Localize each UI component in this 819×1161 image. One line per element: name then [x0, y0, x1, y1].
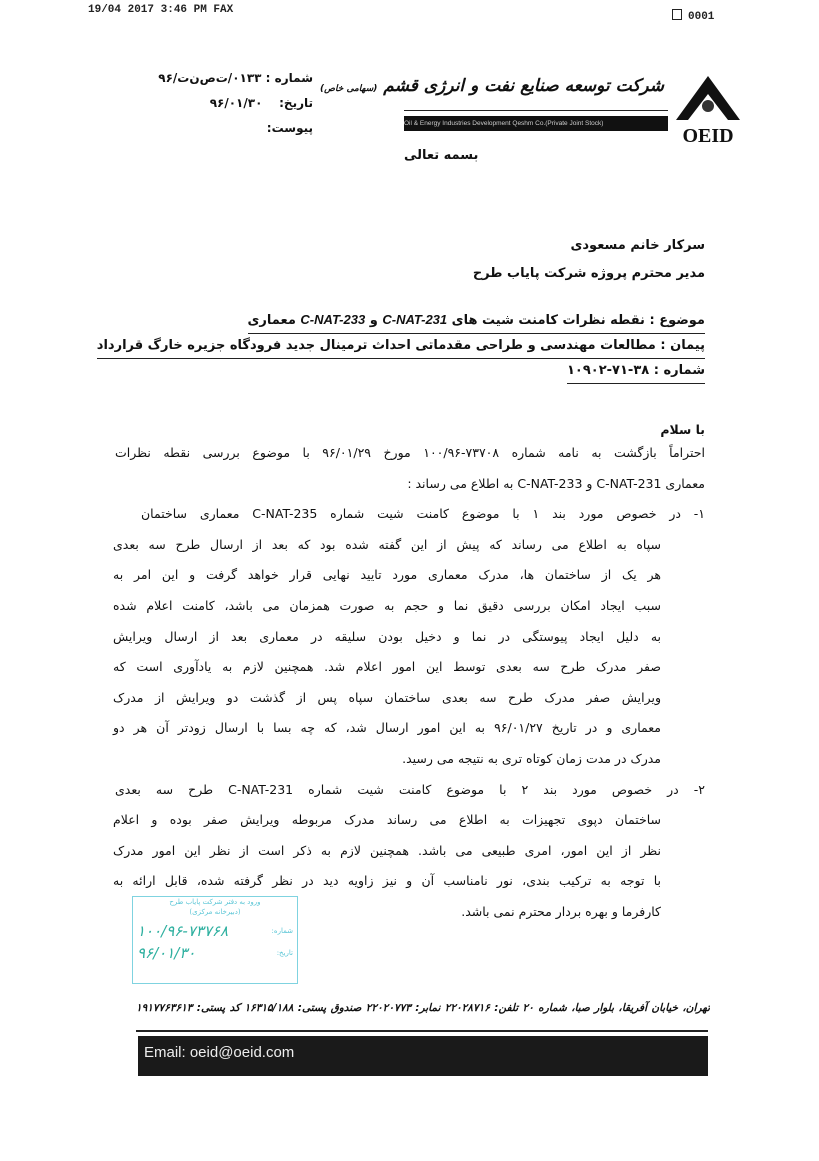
contract-number-value: ۳۸-۷۱-۱۰۹۰۲ [566, 363, 650, 378]
letterhead-rule [404, 110, 668, 111]
stamp-number-label: شماره: [271, 927, 293, 935]
body-line: سبب ایجاد امکان بررسی دقیق نما و حجم به صورت همزمان می باشد، کامنت اعلام شده [113, 598, 661, 613]
stamp-date-label: تاریخ: [276, 949, 293, 957]
contract-number-label: شماره : [653, 363, 705, 378]
body-line: ساختمان دپوی تجهیزات به اطلاع می رساند مدرک مربوطه ویرایش صفر بوده و اعلام [113, 812, 661, 827]
recipient-title: مدیر محترم پروژه شرکت پایاب طرح [472, 266, 705, 281]
body-line: ویرایش صفر مدرک طرح سه بعدی ساختمان سپاه پس از گذشت دو ویرایش از مدرک [113, 690, 661, 705]
subject-code-1: C-NAT-231 [382, 312, 448, 327]
body-line: ۲- در خصوص مورد بند ۲ با موضوع کامنت شیت شماره C-NAT-231 طرح سه بعدی [115, 782, 705, 797]
company-name-en: Oil & Energy Industries Development Qeshm Co.(Private Joint Stock) [404, 116, 668, 131]
stamp-title: ورود به دفتر شرکت پایاب طرح [169, 898, 261, 906]
attachment-label: پیوست: [266, 121, 313, 135]
subject-block [97, 308, 705, 384]
body-line: معماری C-NAT-231 و C-NAT-233 به اطلاع می رساند : [407, 476, 705, 491]
received-stamp [132, 896, 298, 984]
subject-code-2: C-NAT-233 [300, 312, 366, 327]
body-line: کارفرما و بهره بردار محترم نمی باشد. [461, 904, 661, 919]
body-line: نظر از این امور، امری طبیعی می باشد. همچنین لازم به ذکر است از نظر این امور مدرک [113, 843, 661, 858]
body-line: صفر مدرک طرح سه بعدی توسط این امور اعلام شد. همچنین لازم به یادآوری است که [113, 659, 661, 674]
recipient [473, 232, 705, 288]
subject-line [248, 308, 706, 334]
stamp-date-value: ۹۶/۰۱/۳۰ [137, 944, 196, 962]
body-line: سپاه به اطلاع می رساند که پیش از این گفته شده بود که بعد از ارسال طرح سه بعدی [113, 537, 661, 552]
fax-page-icon [672, 9, 682, 20]
stamp-number-value: ۱۰۰/۹۶-۷۳۷۶۸ [137, 922, 229, 940]
body-line: با توجه به ترکیب بندی، نور نامناسب آن و نیز زاویه دید در نظر گرفته شده، قابل ارائه به [113, 873, 661, 888]
reference-block [158, 66, 313, 141]
subject-text: نقطه نظرات کامنت شیت های [451, 313, 645, 328]
company-name-fa [320, 74, 664, 101]
fax-timestamp: 19/04 2017 3:46 PM FAX [88, 4, 234, 16]
footer-address: تهران، خیابان آفریقا، بلوار صبا، شماره ۲۰ تلفن: ۲۲۰۲۸۷۱۶ نمابر: ۲۲۰۲۰۷۷۳ صندوق پستی: ۱۶۳۱۵/۱۸۸ کد پستی: ۱۹۱۷۷۶۳۶۱۳ [136, 1002, 710, 1014]
subject-text-post: معماری [247, 313, 296, 328]
recipient-name: سرکار خانم مسعودی [570, 238, 705, 253]
number-label: شماره : [265, 71, 313, 85]
page-number-text: 0001 [688, 11, 715, 23]
footer-rule [136, 1030, 708, 1032]
footer-email: Email: oeid@oeid.com [138, 1036, 708, 1076]
subject-label: موضوع : [649, 313, 705, 328]
invocation: بسمه تعالی [404, 148, 479, 163]
oeid-logo [674, 74, 742, 147]
contract-label: پیمان : [660, 338, 705, 353]
logo-triangle-icon [674, 74, 742, 122]
logo-text: OEID [682, 125, 734, 147]
greeting: با سلام [660, 422, 705, 437]
company-name-text: شرکت توسعه صنایع نفت و انرژی قشم [383, 76, 664, 96]
fax-page-number [672, 9, 714, 23]
body-line: احتراماً بازگشت به نامه شماره ۷۳۷۰۸-۱۰۰/۹۶ مورخ ۹۶/۰۱/۲۹ با موضوع بررسی نقطه نظرات [115, 445, 705, 460]
date-value: ۹۶/۰۱/۳۰ [209, 96, 263, 110]
body-line: ۱- در خصوص مورد بند ۱ با موضوع کامنت شیت شماره C-NAT-235 معماری ساختمان [141, 506, 705, 521]
subject-and: و [369, 313, 378, 328]
contract-text: مطالعات مهندسی و طراحی مقدماتی احداث ترمینال جدید فرودگاه جزیره خارگ قرارداد [96, 338, 656, 353]
date-label: تاریخ: [279, 96, 313, 110]
body-line: هر یک از ساختمان ها، مدرک معماری مورد تایید نهایی قرار خواهد گرفت و این امر به [113, 567, 661, 582]
stamp-subtitle: (دبیرخانه مرکزی) [189, 908, 241, 916]
body-line: معماری و در تاریخ ۹۶/۰۱/۲۷ به این امور ارسال شد، که چه بسا با ارسال زودتر آن هر دو [113, 720, 661, 735]
contract-line [97, 334, 705, 359]
body-line: به دلیل ایجاد پیوستگی در نما و دخیل بودن سلیقه در معماری بعد از ارسال ویرایش [113, 629, 661, 644]
company-type: (سهامی خاص) [320, 84, 378, 94]
number-value: ۰۱۳۳/ت‌ص‌ن‌ت/۹۶ [158, 71, 262, 85]
contract-number-line [567, 359, 705, 384]
body-line: مدرک در مدت زمان کوتاه تری به نتیجه می رسید. [402, 751, 661, 766]
